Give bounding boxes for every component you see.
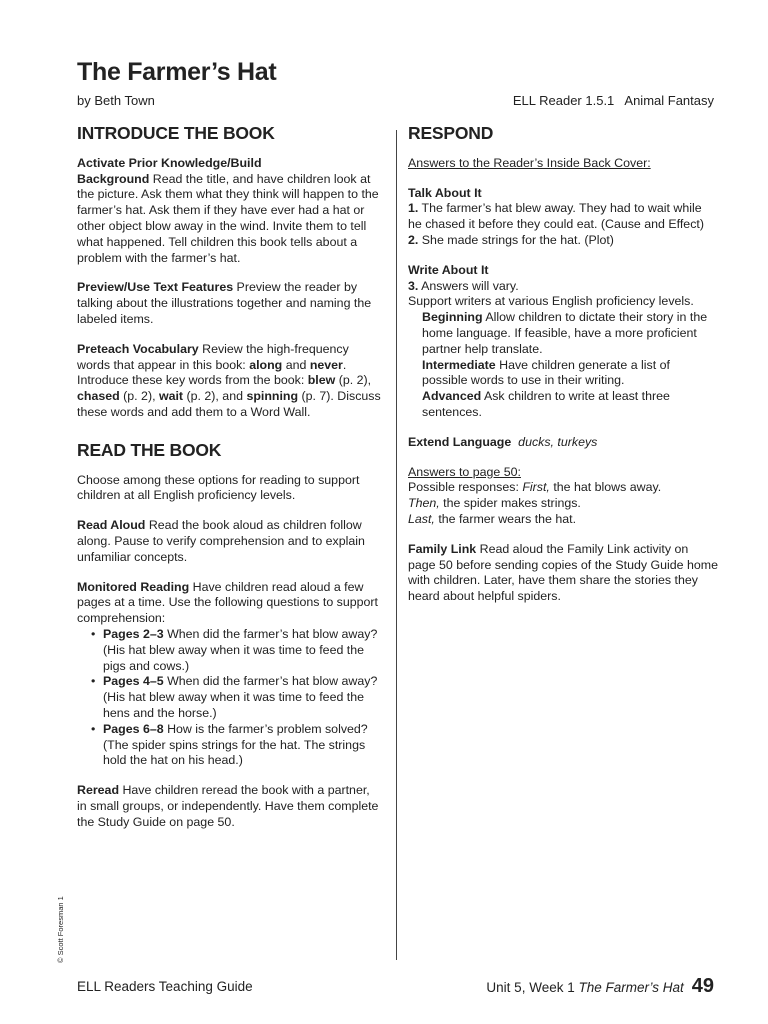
- vocab-text: and: [282, 357, 310, 372]
- level-label: Intermediate: [422, 357, 496, 372]
- family-text: Read aloud the Family Link activity on page 50 before sending copies of the Study Guide home with children. Later, have them share the stories they heard about helpful spiders.: [408, 541, 718, 604]
- level-label: Advanced: [422, 389, 482, 404]
- page-number: 49: [691, 975, 714, 997]
- column-divider: [396, 130, 397, 960]
- write-answer-3: 3. Answers will vary.: [408, 278, 519, 293]
- write-label: Write About It: [408, 262, 489, 277]
- left-column: [77, 123, 382, 844]
- talk-about-section: [408, 186, 718, 249]
- level-text: Ask children to write at least three sentences.: [422, 389, 670, 419]
- activate-label-2: Background: [77, 171, 150, 186]
- respond-heading: RESPOND: [408, 123, 494, 143]
- vocab-text: . Introduce these key words from the book:: [77, 357, 347, 388]
- preview-paragraph: [77, 280, 382, 327]
- reread-text: Have children reread the book with a partner, in small groups, or independently. Have them complete the Study Guide on page 50.: [77, 783, 379, 829]
- list-item: [408, 358, 718, 390]
- bullet-text: When did the farmer’s hat blow away? (His hat blew away when it was time to feed the pigs and cows.): [103, 626, 378, 673]
- possible-line-2: Then, the spider makes strings.: [408, 496, 581, 511]
- list-item: [408, 389, 718, 421]
- monitored-paragraph: [77, 580, 382, 627]
- list-item: [408, 310, 718, 357]
- monitored-text: Have children read aloud a few pages at a time. Use the following questions to support comprehension:: [77, 579, 378, 626]
- list-item: [77, 722, 382, 769]
- preview-text: Preview the reader by talking about the illustrations together and naming the labeled items.: [77, 280, 372, 326]
- read-heading: READ THE BOOK: [77, 439, 222, 460]
- bullet-text: When did the farmer’s hat blow away? (His hat blew away when it was time to feed the hens and the horse.): [103, 674, 378, 720]
- vocab-word: along: [249, 357, 283, 372]
- reread-label: Reread: [77, 783, 120, 798]
- bullet-text: How is the farmer’s problem solved? (The spider spins strings for the hat. The strings hold the hat on his head.): [103, 721, 368, 768]
- page-50-answers: [408, 465, 718, 528]
- level-text: Allow children to dictate their story in the home language. If feasible, have a more proficient partner help translate.: [422, 310, 708, 356]
- activate-text: Read the title, and have children look at the picture. Ask them what they think will happen to the farmer’s hat. Ask them if they have ever had a hat or other object blow away in the wind. Invite them to tell what happened. Tell children this book tells about a problem with the farmer’s hat.: [77, 171, 379, 265]
- introduce-heading: INTRODUCE THE BOOK: [77, 123, 275, 143]
- vocab-text: (p. 2), and: [183, 389, 247, 404]
- answers-cover-label: Answers to the Reader’s Inside Back Cover:: [408, 155, 651, 170]
- activate-paragraph: [77, 156, 382, 267]
- level-text: Have children generate a list of possible words to use in their writing.: [422, 357, 670, 388]
- vocab-text: (p. 7). Discuss these words and add them to a Word Wall.: [77, 389, 381, 419]
- vocab-label: Preteach Vocabulary: [77, 341, 199, 356]
- family-label: Family Link: [408, 541, 477, 556]
- author-byline: by Beth Town: [77, 93, 155, 108]
- read-aloud-label: Read Aloud: [77, 518, 146, 533]
- family-link-paragraph: [408, 542, 718, 605]
- possible-line-3: Last, the farmer wears the hat.: [408, 511, 577, 526]
- vocab-text: Review the high-frequency words that appear in this book:: [77, 341, 349, 372]
- support-text: Support writers at various English proficiency levels.: [408, 294, 694, 309]
- talk-answer-1: 1. The farmer’s hat blew away. They had to wait while he chased it before they could eat. (Cause and Effect): [408, 201, 704, 232]
- activate-label: Activate Prior Knowledge/Build: [77, 155, 262, 170]
- reread-paragraph: [77, 783, 382, 830]
- extend-text: ducks, turkeys: [518, 434, 598, 449]
- vocab-text: (p. 2),: [119, 389, 159, 404]
- bullet-label: Pages 6–8: [103, 721, 164, 736]
- talk-label: Talk About It: [408, 185, 482, 200]
- possible-line-1: Possible responses: First, the hat blows away.: [408, 480, 662, 495]
- read-intro: Choose among these options for reading to support children at all English proficiency levels.: [77, 472, 360, 503]
- footer-unit: Unit 5, Week 1: [486, 980, 579, 995]
- list-item: [77, 674, 382, 721]
- vocabulary-paragraph: [77, 342, 382, 421]
- answers-50-label: Answers to page 50:: [408, 464, 521, 479]
- read-aloud-text: Read the book aloud as children follow along. Pause to verify comprehension and to explain unfamiliar concepts.: [77, 518, 365, 564]
- talk-answer-2: 2. She made strings for the hat. (Plot): [408, 232, 614, 247]
- extend-label: Extend Language: [408, 434, 512, 449]
- vocab-word: blew: [307, 373, 336, 388]
- vocab-text: (p. 2),: [335, 373, 372, 388]
- bullet-label: Pages 4–5: [103, 674, 164, 689]
- level-label: Beginning: [422, 310, 483, 325]
- page-title: The Farmer’s Hat: [77, 58, 277, 86]
- extend-language: [408, 435, 718, 451]
- vocab-word: wait: [158, 389, 184, 404]
- series-label: ELL Reader 1.5.1 Animal Fantasy: [512, 93, 714, 108]
- right-column: [408, 123, 718, 619]
- list-item: [77, 627, 382, 674]
- monitored-label: Monitored Reading: [77, 579, 190, 594]
- proficiency-levels: [408, 310, 718, 421]
- read-aloud-paragraph: [77, 518, 382, 565]
- footer-unit-info: [486, 975, 714, 998]
- preview-label: Preview/Use Text Features: [77, 280, 234, 295]
- copyright-notice: © Scott Foresman 1: [56, 896, 65, 963]
- footer-guide-title: ELL Readers Teaching Guide: [77, 979, 253, 994]
- vocab-word: never: [309, 357, 343, 372]
- question-list: [77, 627, 382, 769]
- vocab-word: spinning: [246, 389, 299, 404]
- write-about-section: [408, 263, 718, 310]
- vocab-word: chased: [77, 389, 120, 404]
- footer-book-title: The Farmer’s Hat: [578, 980, 684, 995]
- bullet-label: Pages 2–3: [103, 626, 164, 641]
